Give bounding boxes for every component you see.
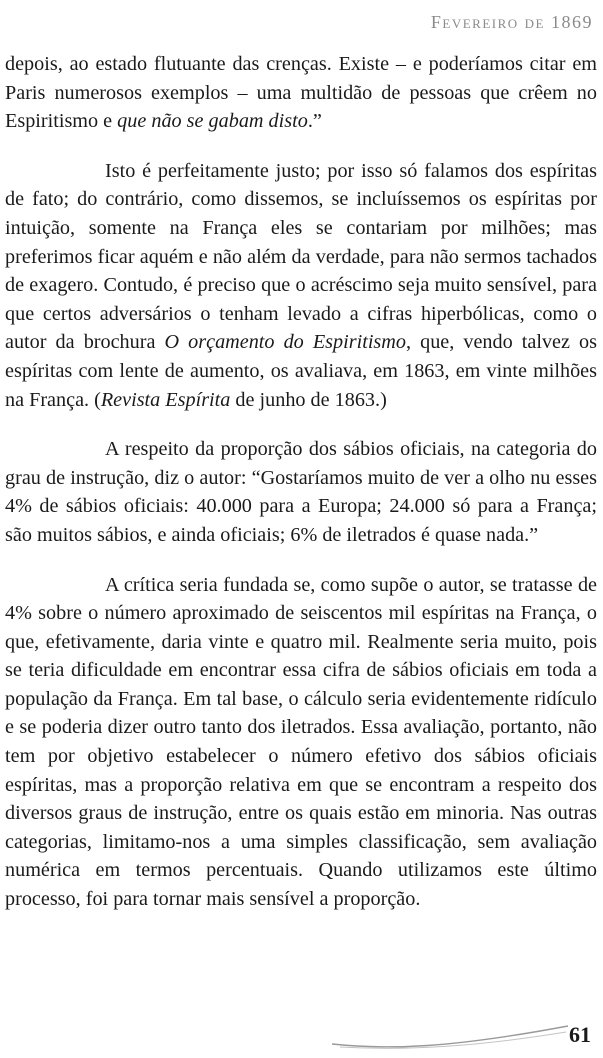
paragraph-1	[5, 50, 597, 136]
text-segment: A crítica seria fundada se, como supõe o autor, se tratasse de 4% sobre o número aproximado de seiscentos mil espíritas na França, o que, efetivamente, daria vinte e quatro mil. Realmente seria muito, pois se teria dificuldade em encontrar essa cifra de sábios oficiais em toda a população da França. Em tal base, o cálculo seria evidentemente ridículo e se poderia dizer outro tanto dos iletrados. Essa avaliação, portanto, não tem por objetivo estabelecer o número efetivo dos sábios oficiais espíritas, mas a proporção relativa em que se encontram a respeito dos diversos graus de instrução, entre os quais estão em minoria. Nas outras categorias, limitamo-nos a uma simples classificação, sem avaliação numérica em termos percentuais. Quando utilizamos este último processo, foi para tornar mais sensível a proporção.	[5, 573, 597, 911]
body-text	[5, 50, 597, 935]
paragraph-2	[5, 157, 597, 414]
paragraph-3	[5, 435, 597, 549]
running-header: Fevereiro de 1869	[430, 12, 593, 32]
italic-segment: que não se gabam disto	[117, 110, 308, 133]
text-segment: , que, vendo talvez os espíritas com lente de aumento, os avaliava, em 1863, em vinte milhões na França. (	[5, 331, 597, 411]
footer-flourish	[330, 1020, 570, 1050]
text-segment: A respeito da proporção dos sábios oficiais, na categoria do grau de instrução, diz o autor: “Gostaríamos muito de ver a olho nu esses 4% de sábios oficiais: 40.000 para a Europa; 24.000 só para a França; são muitos sábios, e ainda oficiais; 6% de iletrados é quase nada.”	[5, 438, 597, 546]
italic-segment: Revista Espírita	[100, 388, 231, 411]
text-segment: .”	[307, 110, 322, 133]
page-number: 61	[569, 1022, 591, 1047]
text-segment: Isto é perfeitamente justo; por isso só falamos dos espíritas de fato; do contrário, como dissemos, se incluíssemos os espíritas por intuição, somente na França eles se contariam por milhões; mas preferimos ficar aquém e não além da verdade, para não sermos tachados de exagero. Contudo, é preciso que o acréscimo seja muito sensível, para que certos adversários o tenham levado a cifras hiperbólicas, como o autor da brochura	[5, 159, 597, 354]
text-segment: depois, ao estado flutuante das crenças. Existe – e poderíamos citar em Paris numerosos exemplos – uma multidão de pessoas que crêem no Espiritismo e	[5, 53, 597, 133]
text-segment: de junho de 1863.)	[230, 388, 387, 411]
italic-segment: O orçamento do Espiritismo	[164, 331, 406, 354]
paragraph-4	[5, 571, 597, 914]
